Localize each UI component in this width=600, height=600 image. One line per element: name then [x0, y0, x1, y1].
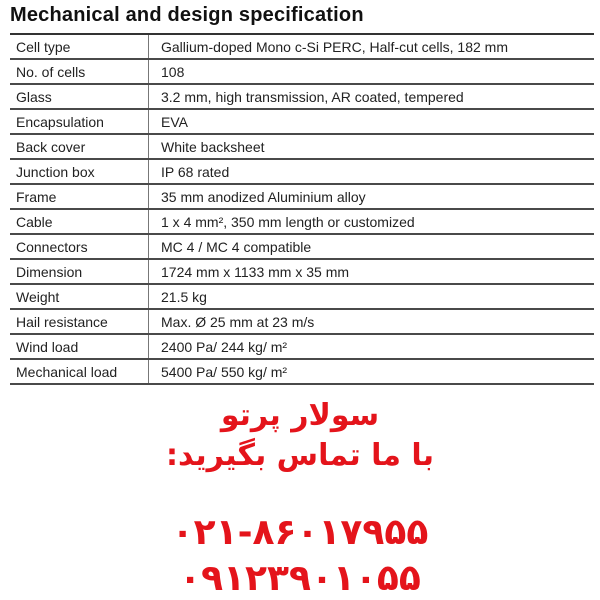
contact-heading: با ما تماس بگیرید: — [166, 438, 434, 473]
spec-value: Max. Ø 25 mm at 23 m/s — [149, 309, 595, 334]
spec-label: Encapsulation — [10, 109, 149, 134]
spec-value: 3.2 mm, high transmission, AR coated, tempered — [149, 84, 595, 109]
spec-value: MC 4 / MC 4 compatible — [149, 234, 595, 259]
spec-value: White backsheet — [149, 134, 595, 159]
spec-table — [10, 33, 594, 385]
brand-name: سولار پرتو — [220, 398, 380, 433]
spec-label: Frame — [10, 184, 149, 209]
spec-value: IP 68 rated — [149, 159, 595, 184]
table-row — [10, 234, 594, 259]
table-row — [10, 259, 594, 284]
spec-label: Weight — [10, 284, 149, 309]
spec-label: Junction box — [10, 159, 149, 184]
spec-value: EVA — [149, 109, 595, 134]
spec-label: Hail resistance — [10, 309, 149, 334]
table-row — [10, 159, 594, 184]
table-row — [10, 84, 594, 109]
spec-label: Glass — [10, 84, 149, 109]
table-row — [10, 184, 594, 209]
spec-value: 1 x 4 mm², 350 mm length or customized — [149, 209, 595, 234]
table-row — [10, 134, 594, 159]
table-row — [10, 334, 594, 359]
spec-value: 35 mm anodized Aluminium alloy — [149, 184, 595, 209]
spec-label: Dimension — [10, 259, 149, 284]
spec-value: 2400 Pa/ 244 kg/ m² — [149, 334, 595, 359]
spec-label: Wind load — [10, 334, 149, 359]
spec-label: Back cover — [10, 134, 149, 159]
spec-label: Cell type — [10, 34, 149, 59]
spec-value: 1724 mm x 1133 mm x 35 mm — [149, 259, 595, 284]
spec-value: 21.5 kg — [149, 284, 595, 309]
spec-label: Mechanical load — [10, 359, 149, 384]
table-row — [10, 284, 594, 309]
phone-number-mobile: ۰۹۱۲۳۹۰۱۰۵۵ — [179, 558, 421, 599]
table-row — [10, 359, 594, 384]
table-row — [10, 59, 594, 84]
spec-label: No. of cells — [10, 59, 149, 84]
page-title: Mechanical and design specification — [10, 4, 364, 26]
spec-value: 108 — [149, 59, 595, 84]
spec-label: Connectors — [10, 234, 149, 259]
spec-label: Cable — [10, 209, 149, 234]
table-row — [10, 309, 594, 334]
table-row — [10, 34, 594, 59]
table-row — [10, 109, 594, 134]
phone-number-landline: ۰۲۱-۸۶۰۱۷۹۵۵ — [171, 512, 429, 553]
spec-value: Gallium-doped Mono c-Si PERC, Half-cut cells, 182 mm — [149, 34, 595, 59]
table-row — [10, 209, 594, 234]
spec-value: 5400 Pa/ 550 kg/ m² — [149, 359, 595, 384]
